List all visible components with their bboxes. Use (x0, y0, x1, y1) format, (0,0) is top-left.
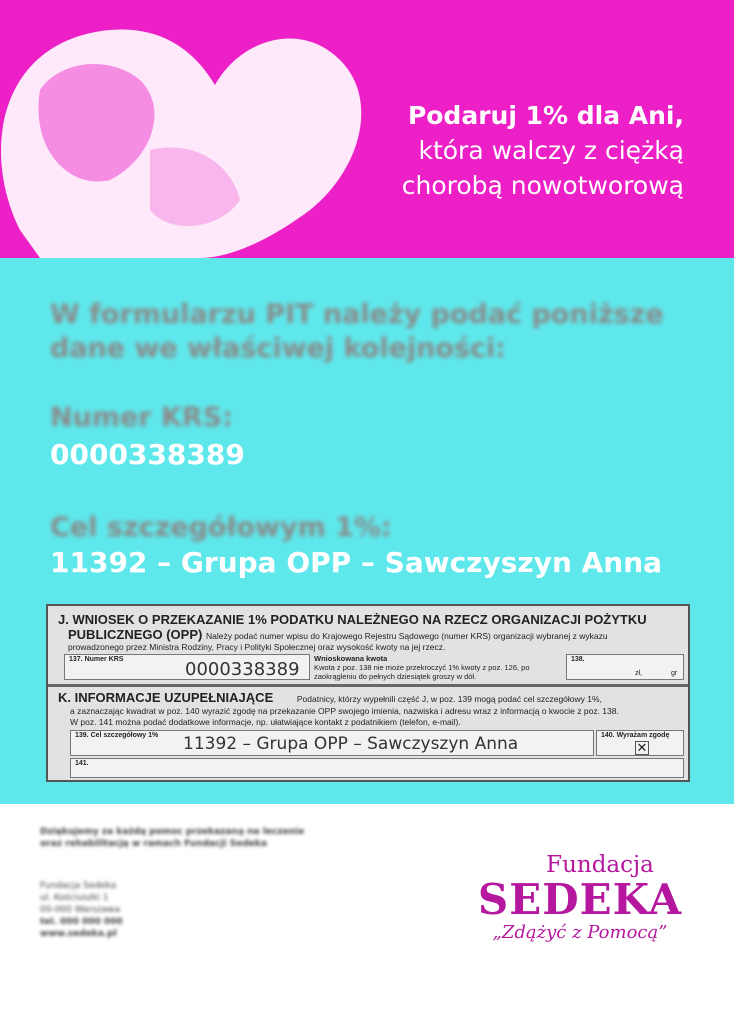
field-138-gr: gr (671, 670, 678, 677)
section-k-title-text: K. INFORMACJE UZUPEŁNIAJĄCE (58, 690, 274, 705)
consent-checkbox: ✕ (636, 740, 648, 755)
footer-line-2: oraz rehabilitację w ramach Fundacji Sedeka (40, 839, 267, 849)
footer-line-7: www.sedeka.pl (40, 929, 117, 939)
field-141 (70, 758, 684, 778)
footer-line-4: ul. Kościuszki 1 (40, 893, 109, 903)
headline (402, 98, 684, 203)
headline-title: Podaruj 1% dla Ani, (407, 101, 684, 130)
headline-line-2: która walczy z ciężką (418, 136, 684, 165)
field-138 (566, 654, 684, 680)
logo-line-2: SEDEKA (477, 875, 683, 924)
section-j-note-2: prowadzonego przez Ministra Rodziny, Pracy i Polityki Społecznej oraz wysokość kwoty na jej rzecz. (68, 642, 446, 652)
amount-label: Wnioskowana kwota (314, 654, 388, 663)
section-k-note-3: W poz. 141 można podać dodatkowe informacje, np. ułatwiające kontakt z podatnikiem (telefon, e-mail). (70, 717, 461, 727)
field-141-label: 141. (75, 760, 89, 767)
amount-info (314, 654, 562, 680)
field-140-label: 140. Wyrażam zgodę (601, 732, 670, 739)
field-139-value: 11392 – Grupa OPP – Sawczyszyn Anna (183, 734, 519, 754)
field-137-value: 0000338389 (185, 659, 300, 680)
header-banner (0, 0, 734, 258)
section-j-title (58, 612, 678, 642)
footer-blurred-text (40, 826, 420, 940)
pit-form-excerpt (46, 604, 690, 782)
krs-label: Numer KRS: (50, 402, 233, 433)
field-138-label: 138. (571, 656, 585, 663)
field-139 (70, 730, 594, 756)
footer-line-5: 00-000 Warszawa (40, 905, 121, 915)
logo-line-3: „Zdążyć z Pomocą” (492, 922, 668, 943)
intro-text: W formularzu PIT należy podać poniższe dane we właściwej kolejności: (50, 299, 664, 364)
footer-section (0, 804, 734, 1024)
footer-line-3: Fundacja Sedeka (40, 881, 117, 891)
section-k-title (58, 690, 678, 705)
field-137-label: 137. Numer KRS (69, 656, 124, 663)
goal-value: 11392 – Grupa OPP – Sawczyszyn Anna (50, 546, 663, 579)
amount-note: Kwota z poz. 138 nie może przekroczyć 1% kwoty z poz. 126, po zaokrągleniu do pełnych dziesiątek groszy w dół. (314, 663, 530, 681)
section-k-note-2: a zaznaczając kwadrat w poz. 140 wyrazić zgodę na przekazanie OPP swojego imienia, nazwiska i adresu wraz z informacją o kwocie z poz. 138. (70, 706, 619, 716)
goal-label: Cel szczegółowym 1%: (50, 512, 392, 543)
sedeka-logo (470, 852, 690, 943)
footer-line-6: tel. 000 000 000 (40, 917, 123, 927)
section-j-note: Należy podać numer wpisu do Krajowego Rejestru Sądowego (numer KRS) organizacji wybranej z wykazu (205, 631, 608, 641)
footer-line-1: Dziękujemy za każdą pomoc przekazaną na leczenie (40, 827, 305, 837)
info-section (0, 258, 734, 804)
section-k-note: Podatnicy, którzy wypełnili część J, w poz. 139 mogą podać cel szczegółowy 1%, (296, 694, 602, 704)
section-j-title-line2: PUBLICZNEGO (OPP) (68, 627, 203, 642)
field-139-label: 139. Cel szczegółowy 1% (75, 732, 159, 739)
field-140 (596, 730, 684, 756)
field-137 (64, 654, 310, 680)
section-j-title-line1: J. WNIOSEK O PRZEKAZANIE 1% PODATKU NALEŻNEGO NA RZECZ ORGANIZACJI POŻYTKU (58, 612, 647, 627)
logo-line-1: Fundacja (546, 852, 654, 878)
headline-line-3: chorobą nowotworową (401, 171, 684, 200)
krs-value: 0000338389 (50, 438, 245, 471)
field-138-zl: zł, (635, 670, 642, 677)
section-divider (48, 684, 688, 687)
